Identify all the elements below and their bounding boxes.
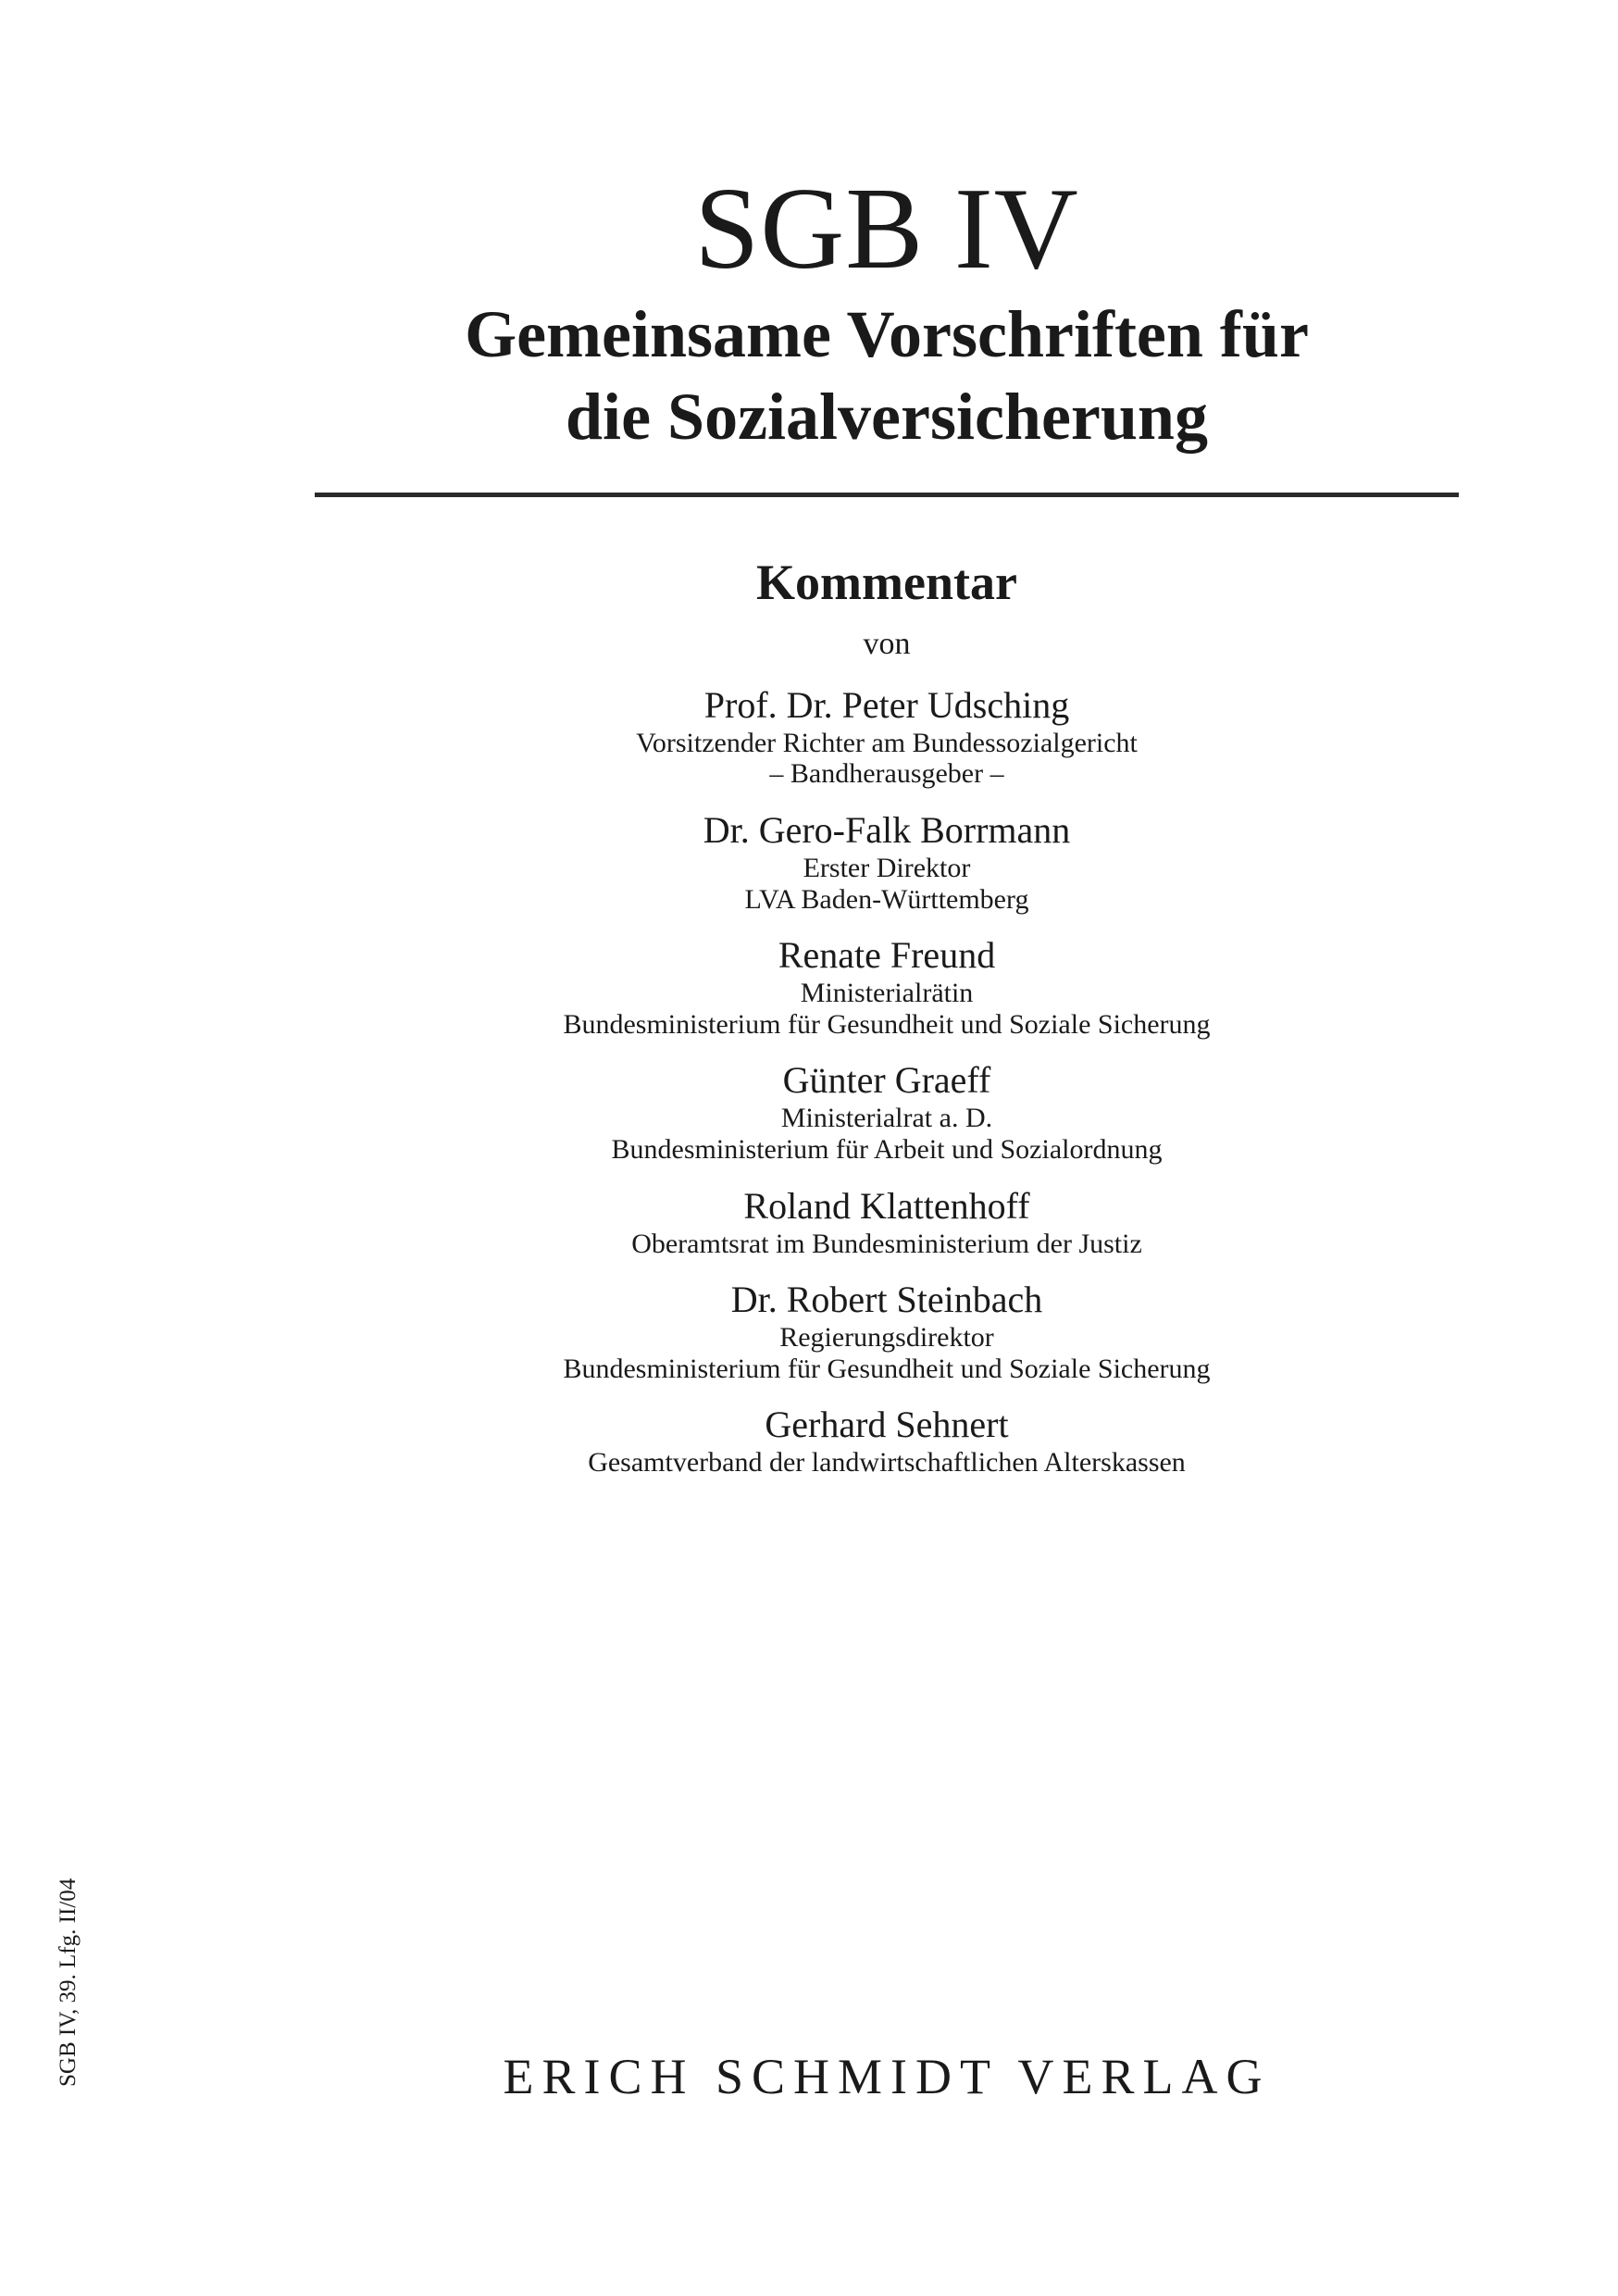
author-affiliation: Oberamtsrat im Bundesministerium der Justiz: [631, 1228, 1142, 1259]
book-subtitle-line-1: Gemeinsame Vorschriften für: [465, 297, 1309, 371]
author-name: Roland Klattenhoff: [743, 1184, 1030, 1227]
author-block: [315, 808, 1459, 915]
author-affiliation: Ministerialrätin: [800, 978, 974, 1009]
author-affiliation: Regierungsdirektor: [779, 1322, 994, 1354]
author-affiliation: Vorsitzender Richter am Bundessozialgericht: [636, 727, 1138, 758]
author-affiliation: Gesamtverband der landwirtschaftlichen Alterskassen: [588, 1447, 1186, 1479]
author-block: [315, 1403, 1459, 1479]
author-name: Gerhard Sehnert: [765, 1404, 1009, 1446]
author-name: Dr. Robert Steinbach: [730, 1279, 1043, 1321]
book-subtitle: [315, 293, 1459, 459]
author-affiliation: Ministerialrat a. D.: [780, 1103, 993, 1134]
author-name: Prof. Dr. Peter Udsching: [703, 683, 1070, 726]
title-block: [315, 0, 1459, 1479]
byline: von: [863, 627, 911, 662]
publisher-name: ERICH SCHMIDT VERLAG: [503, 2049, 1271, 2104]
section-heading: Kommentar: [756, 554, 1017, 610]
author-affiliation: – Bandherausgeber –: [769, 758, 1004, 790]
author-name: Renate Freund: [778, 934, 996, 977]
author-block: [315, 933, 1459, 1040]
author-block: [315, 1278, 1459, 1384]
author-affiliation: Bundesministerium für Arbeit und Sozialordnung: [611, 1133, 1163, 1165]
author-name: Dr. Gero-Falk Borrmann: [703, 809, 1071, 852]
horizontal-rule: [315, 493, 1459, 497]
author-block: [315, 1058, 1459, 1165]
author-affiliation: Erster Direktor: [803, 853, 971, 884]
author-block: [315, 1184, 1459, 1260]
spine-edition-note: SGB IV, 39. Lfg. II/04: [56, 1878, 81, 2087]
author-name: Günter Graeff: [782, 1059, 991, 1102]
author-block: [315, 683, 1459, 790]
book-subtitle-line-2: die Sozialversicherung: [566, 380, 1208, 455]
author-affiliation: Bundesministerium für Gesundheit und Soziale Sicherung: [563, 1353, 1211, 1384]
authors-list: [315, 683, 1459, 1479]
author-affiliation: LVA Baden-Württemberg: [744, 883, 1029, 915]
author-affiliation: Bundesministerium für Gesundheit und Soziale Sicherung: [563, 1008, 1211, 1040]
book-title: SGB IV: [694, 165, 1079, 293]
